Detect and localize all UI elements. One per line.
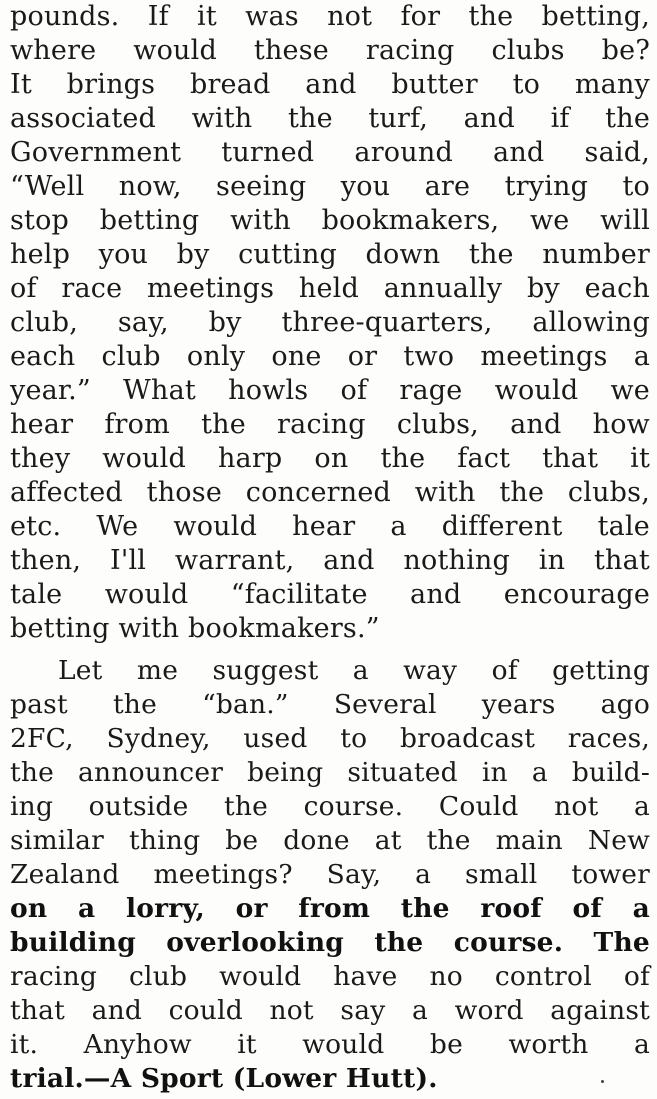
text-line: club, say, by three-quarters, allowing: [10, 307, 650, 338]
text-line: Zealand meetings? Say, a small tower: [10, 859, 650, 890]
text-line: etc. We would hear a different tale: [10, 511, 650, 542]
text-line: past the “ban.” Several years ago: [10, 689, 650, 720]
text-line: year.” What howls of rage would we: [10, 375, 650, 406]
text-line: Let me suggest a way of getting: [58, 655, 650, 686]
text-line: tale would “facilitate and encourage: [10, 579, 650, 610]
text-line: building overlooking the course. The: [10, 927, 650, 958]
text-line: they would harp on the fact that it: [10, 443, 650, 474]
text-line: betting with bookmakers.”: [10, 613, 380, 644]
signature-line: trial.—A Sport (Lower Hutt).: [10, 1063, 438, 1094]
text-line: associated with the turf, and if the: [10, 103, 650, 134]
text-line: similar thing be done at the main New: [10, 825, 650, 856]
text-line: that and could not say a word against: [10, 995, 650, 1026]
text-line: Government turned around and said,: [10, 137, 650, 168]
text-line: pounds. If it was not for the betting,: [10, 1, 650, 32]
text-line: It brings bread and butter to many: [10, 69, 650, 100]
print-speck: [601, 1080, 604, 1083]
text-line: where would these racing clubs be?: [10, 35, 650, 66]
text-line: racing club would have no control of: [10, 961, 650, 992]
text-line: ing outside the course. Could not a: [10, 791, 650, 822]
text-line: the announcer being situated in a build-: [10, 757, 650, 788]
text-line: “Well now, seeing you are trying to: [10, 171, 650, 202]
text-line: it. Anyhow it would be worth a: [10, 1029, 650, 1060]
text-line: hear from the racing clubs, and how: [10, 409, 650, 440]
text-line: stop betting with bookmakers, we will: [10, 205, 650, 236]
text-line: then, I'll warrant, and nothing in that: [10, 545, 650, 576]
text-line: 2FC, Sydney, used to broadcast races,: [10, 723, 650, 754]
text-line: affected those concerned with the clubs,: [10, 477, 650, 508]
text-line: of race meetings held annually by each: [10, 273, 650, 304]
text-line: each club only one or two meetings a: [10, 341, 650, 372]
text-line: help you by cutting down the number: [10, 239, 650, 270]
text-line: on a lorry, or from the roof of a: [10, 893, 650, 924]
